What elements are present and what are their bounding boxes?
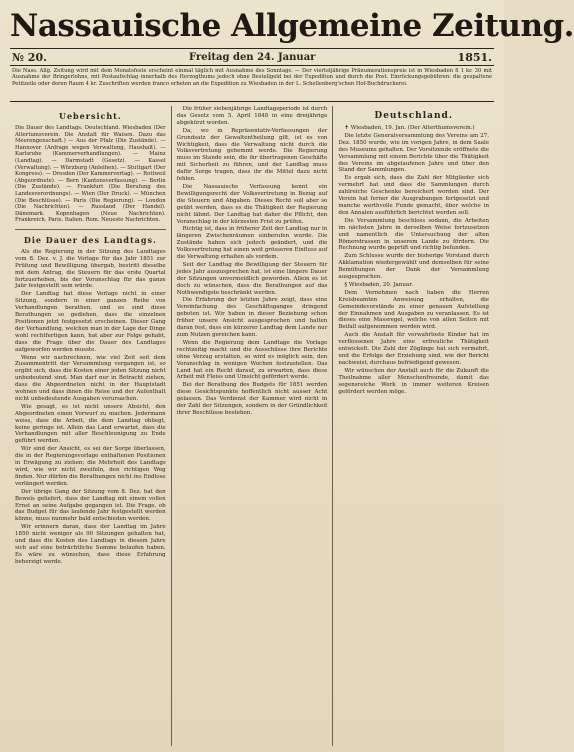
column-divider [15, 229, 166, 230]
article-paragraph: Wir sind der Ansicht, es sei der Sorge überlassen, die in der Regierungsvorlage enthaltenen Positionen in Erwägung zu ziehen; die Mehrheit des Landtags wird, wie wir nicht zweifeln, den richtigen Weg finden. Nur dürfen die Berathungen nicht ins Endlose verlängert werden. [15, 446, 166, 487]
column-left [10, 106, 171, 746]
issue-date: Freitag den 24. Januar [189, 51, 316, 63]
article-paragraph: Als die Regierung in der Sitzung des Landtages vom 8. Dez. v. J. die Vorlage für das Jahr 1851 zur Prüfung und Bewilligung übergab, bestritt dieselbe mit dem Antrag, die Steuern für das erste Quartal fortzuerheben, bis der Voranschlag für das ganze Jahr festgestellt sein würde. [15, 248, 166, 290]
article-paragraph: Die früher siebenjährige Landtagsperiode ist durch das Gesetz vom 5. April 1848 in eine dreijährige abgekürzt worden. [176, 106, 328, 126]
report-dateline: § Wiesbaden, 20. Januar. [344, 281, 413, 288]
article-paragraph: Bei der Berathung des Budgets für 1851 werden diese Gesichtspunkte hoffentlich nicht ausser Acht gelassen. Das Verdienst der Kammer wird nicht in der Zahl der Sitzungen, sondern in der Gründlichkeit ihrer Beschlüsse bestehen. [176, 382, 328, 416]
article-paragraph: Wenn die Regierung dem Landtage die Vorlage rechtzeitig macht und die Ausschüsse ihre Berichte ohne Verzug erstatten, so wird es möglich sein, den Voranschlag in wenigen Wochen festzustellen. Das Land hat ein Recht darauf, zu erwarten, dass diese Arbeit mit Fleiss und Umsicht gefördert werde. [176, 339, 328, 381]
article-paragraph: Seit der Landtag die Bewilligung der Steuern für jedes Jahr auszusprechen hat, ist eine längere Dauer der Sitzungen unvermeidlich geworden. Allein es ist doch zu wünschen, dass die Berathungen auf das Nothwendigste beschränkt werden. [176, 261, 328, 296]
article-paragraph: Da, wo in Repräsentativ-Verfassungen der Grundsatz der Gewaltentheilung gilt, ist es von Wichtigkeit, dass die Verwaltung nicht durch die Volksvertretung gehemmt werde. Die Regierung muss im Stande sein, die ihr übertragenen Geschäfte mit Sicherheit zu führen, und der Landtag muss dafür Sorge tragen, dass ihr die Mittel dazu nicht fehlen. [176, 127, 328, 183]
article-paragraph: Zum Schlusse wurde der bisherige Vorstand durch Akklamation wiedergewählt und demselben für seine Bemühungen der Dank der Versammlung ausgesprochen. [338, 253, 490, 281]
article-paragraph: Die letzte Generalversammlung des Vereins am 27. Dez. 1850 wurde, wie im vorigen Jahre, in dem Saale des Museums gehalten. Der Vorsitzende eröffnete die Versammlung mit einem Berichte über die Thätigkeit des Vereins im abgelaufenen Jahre und über den Stand der Sammlungen. [338, 132, 490, 174]
article-paragraph: Der übrige Gang der Sitzung vom 8. Dez. hat den Beweis geliefert, dass der Landtag mit einem vollen Ernst an seine Aufgabe gegangen ist. Die Frage, ob das Budget für das laufende Jahr festgestellt werden könne, muss nunmehr bald entschieden werden. [15, 488, 166, 523]
article-paragraph: Wir erinnern daran, dass der Landtag im Jahre 1850 nicht weniger als 90 Sitzungen gehalten hat, und dass die Kosten des Landtags in diesem Jahre sich auf eine beträchtliche Summe belaufen haben. Es wäre zu wünschen, dass diese Erfahrung beherzigt werde. [15, 524, 166, 565]
article-columns [10, 106, 494, 746]
article-paragraph: Dem Vernehmen nach haben die Herren Kreisbeamten Anweisung erhalten, die Gemeindevorstände zu einer genauen Aufstellung der Einnahmen und Ausgaben zu veranlassen. Es ist dieses eine Massregel, welche von allen Seiten mit Beifall aufgenommen werden wird. [338, 289, 490, 331]
overview-contents: Die Dauer des Landtags. Deutschland. Wiesbaden (Der Altertumsverein. Die Anstalt für Waisen. Dazu das Meerengenschaft.) — Aus der Pfalz (Die Zustände). — Hannover (Anfrage wegen Verwaltung, Haushalt). — Karlsruhe (Kammerverhandlungen). — Mainz (Landtag). — Darmstadt (Gesetz). — Kassel (Verwaltung). — Würzburg (Anleihen). — Stuttgart (Der Kongress). — Dresden (Der Kammervertag). — Rottweil (Abgeordnete). — Bern (Kantonsverfassung). — Berlin (Die Zustände). — Frankfurt (Die Berufung des Landesverordnungs). — Wien (Der Druck). — München (Die Beschlüsse). — Paris (Die Regierung). — London (Die Nachrichten). — Russland (Der Handel). Dänemark. Kopenhagen (Neue Nachrichten). Frankreich. Paris. Italien. Rom. Neueste Nachrichten. [15, 125, 166, 224]
article-paragraph: Es ergab sich, dass die Zahl der Mitglieder sich vermehrt hat und dass die Sammlungen durch zahlreiche Geschenke bereichert worden sind. Der Verein hat ferner die Ausgrabungen fortgesetzt und manche werthvolle Funde gemacht, über welche in den Annalen ausführlich berichtet werden soll. [338, 175, 490, 216]
dateline-bar [10, 48, 494, 66]
article-paragraph: Die Erfahrung der letzten Jahre zeigt, dass eine Vereinfachung des Geschäftsganges dringend geboten ist. Wir haben in dieser Beziehung schon früher unsere Ansicht ausgesprochen und halten daran fest, dass ein kürzerer Landtag dem Lande nur zum Nutzen gereichen kann. [176, 297, 328, 338]
article-paragraph: Richtig ist, dass in früherer Zeit der Landtag nur in längeren Zwischenräumen einberufen wurde. Die Zustände haben sich jedoch geändert, und die Volksvertretung hat einen weit grösseren Einfluss auf die Verwaltung erhalten als vordem. [176, 226, 328, 261]
article-heading: Die Dauer des Landtags. [23, 234, 157, 245]
subscription-notice: Die Nass. Allg. Zeitung wird mit dem Monatsfeste erscheint einmal täglich mit Ausnahme des Sonntags. — Der vierteljährige Pränumerationspreis ist in Wiesbaden fl 1 kr. 30 mit Ausnahme der Bringerlohns, mit Postaufschlag innerhalb des Herzogthums jedoch ohne Bestellgeld bei der Expedition und durch die Post. Einrückungsgebühren: die gespaltene Petitzeile oder deren Raum 4 kr. Zuschriften werden franco erbeten an die Expedition zu Wiesbaden in der L. Schellenberg'schen Hof-Buchdruckerei. [10, 66, 494, 102]
column-right [332, 106, 494, 746]
article-paragraph: Wir wünschen der Anstalt auch für die Zukunft die Theilnahme aller Menschenfreunde, damit das segensreiche Werk in immer weiteren Kreisen gefördert werden möge. [338, 367, 490, 395]
column-middle [171, 106, 333, 746]
article-paragraph: Die Nassauische Verfassung kennt ein Bewilligungsrecht der Volksvertretung in Bezug auf die Steuern und Abgaben. Dieses Recht soll aber so geübt werden, dass es die Thätigkeit der Regierung nicht lähmt. Der Landtag hat daher die Pflicht, den Voranschlag in der kürzesten Frist zu prüfen. [176, 183, 328, 225]
section-heading-germany: Deutschland. [374, 111, 453, 121]
article-paragraph: Wenn wir nachrechnen, wie viel Zeit seit dem Zusammentritt der Versammlung vergangen ist, so ergibt sich, dass die Kosten einer jeden Sitzung nicht unbedeutend sind. Man darf nur in Betracht ziehen, dass die Abgeordneten nicht in der Hauptstadt wohnen und dass ihnen die Reise und der Aufenthalt nicht unbedeutende Ausgaben verursachen. [15, 354, 166, 402]
issue-year: 1851. [457, 50, 492, 64]
article-paragraph: Wie gesagt, es ist nicht unsere Absicht, den Abgeordneten einen Vorwurf zu machen. Jedermann weiss, dass die Arbeit, die dem Landtag obliegt, keine geringe ist. Allein das Land erwartet, dass die Verhandlungen mit aller Beschleunigung zu Ende geführt werden. [15, 403, 166, 445]
masthead-title: Nassauische Allgemeine Zeitung. [10, 8, 574, 44]
report-dateline: ✝ Wiesbaden, 19. Jan. (Der Alterthumsverein.) [344, 125, 475, 131]
article-paragraph: Auch die Anstalt für verwahrloste Kinder hat im verflossenen Jahre eine erfreuliche Thätigkeit entwickelt. Die Zahl der Zöglinge hat sich vermehrt, und die Erfolge der Erziehung sind, wie der Bericht nachweist, durchaus befriedigend gewesen. [338, 332, 490, 366]
issue-number: № 20. [12, 50, 47, 64]
article-paragraph: Der Landtag hat diese Vorlage nicht in einer Sitzung, sondern in einer ganzen Reihe von Verhandlungen berathen, und es sind diese Berathungen so gediehen, dass die einzelnen Positionen jetzt festgesetzt erscheinen. Dieser Gang der Verhandlung, welchen man in der Lage der Dinge wohl rechtfertigen kann, hat aber zur Folge gehabt, dass die Frage über die Dauer des Landtages aufgeworfen werden musste. [15, 291, 166, 353]
article-paragraph: Die Versammlung beschloss sodann, die Arbeiten im nächsten Jahre in derselben Weise fortzusetzen und namentlich die Untersuchung der alten Römerstrassen in unserem Lande zu fördern. Die Rechnung wurde geprüft und richtig befunden. [338, 217, 490, 252]
overview-heading: Uebersicht. [58, 111, 122, 121]
